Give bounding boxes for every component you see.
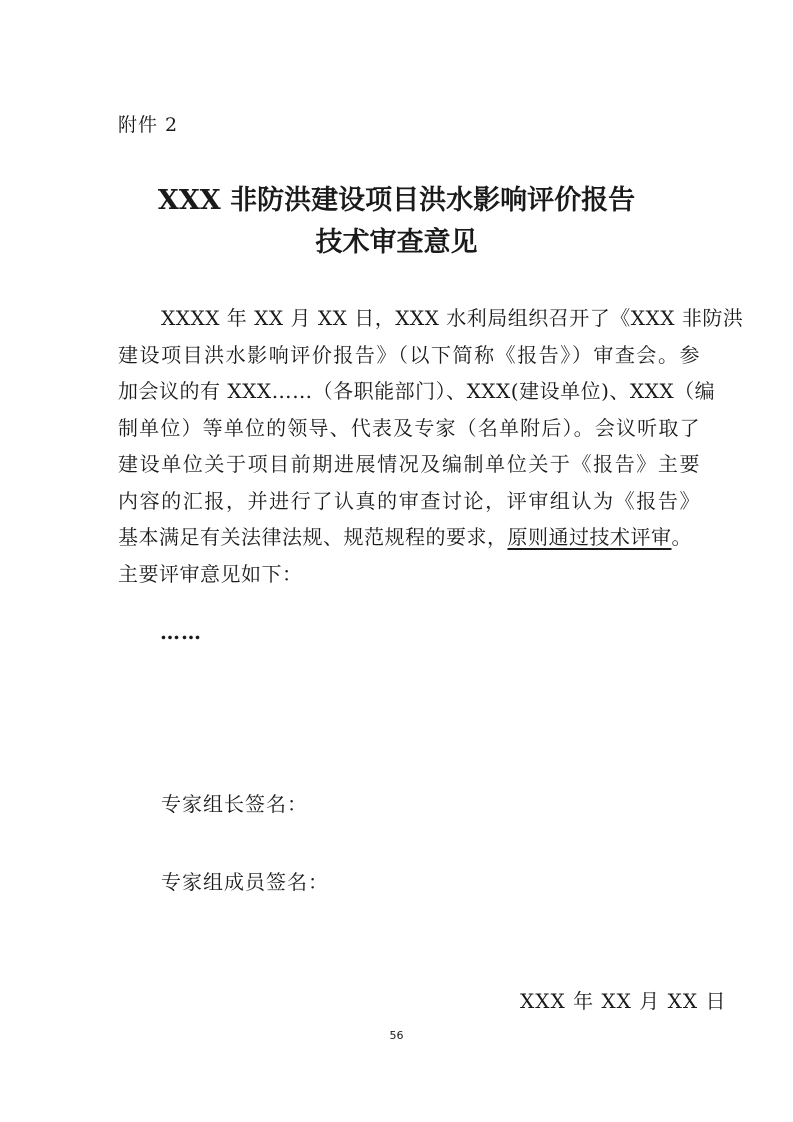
expert-leader-signature-label: 专家组长签名： — [161, 792, 308, 816]
body-line-5: 建设单位关于项目前期进展情况及编制单位关于《报告》主要 — [118, 452, 700, 476]
document-title-line-2: 技术审查意见 — [315, 227, 478, 258]
page-number: 56 — [389, 1029, 404, 1042]
expert-members-signature-label: 专家组成员签名： — [161, 870, 329, 894]
body-line-3: 加会议的有 XXX……（各职能部门）、XXX(建设单位)、XXX（编 — [118, 379, 716, 403]
body-line-7 — [118, 519, 700, 556]
opinions-ellipsis: …… — [160, 620, 202, 644]
body-line-7-period: 。 — [671, 525, 692, 549]
document-title-line-1: XXX 非防洪建设项目洪水影响评价报告 — [157, 185, 636, 216]
approval-conclusion: 原则通过技术评审 — [507, 525, 672, 549]
body-line-2: 建设项目洪水影响评价报告》（以下简称《报告》）审查会。参 — [118, 342, 700, 367]
body-line-1: XXXX 年 XX 月 XX 日，XXX 水利局组织召开了《XXX 非防洪 — [161, 306, 744, 330]
body-line-4: 制单位）等单位的领导、代表及专家（名单附后）。会议听取了 — [118, 415, 700, 440]
document-date: XXX 年 XX 月 XX 日 — [520, 989, 727, 1013]
body-paragraph — [118, 300, 744, 592]
body-line-7-text: 基本满足有关法律法规、规范规程的要求， — [118, 525, 508, 549]
attachment-label: 附件 2 — [118, 114, 179, 136]
body-line-6: 内容的汇报，并进行了认真的审查讨论，评审组认为《报告》 — [118, 488, 700, 513]
body-line-8: 主要评审意见如下： — [118, 561, 303, 586]
